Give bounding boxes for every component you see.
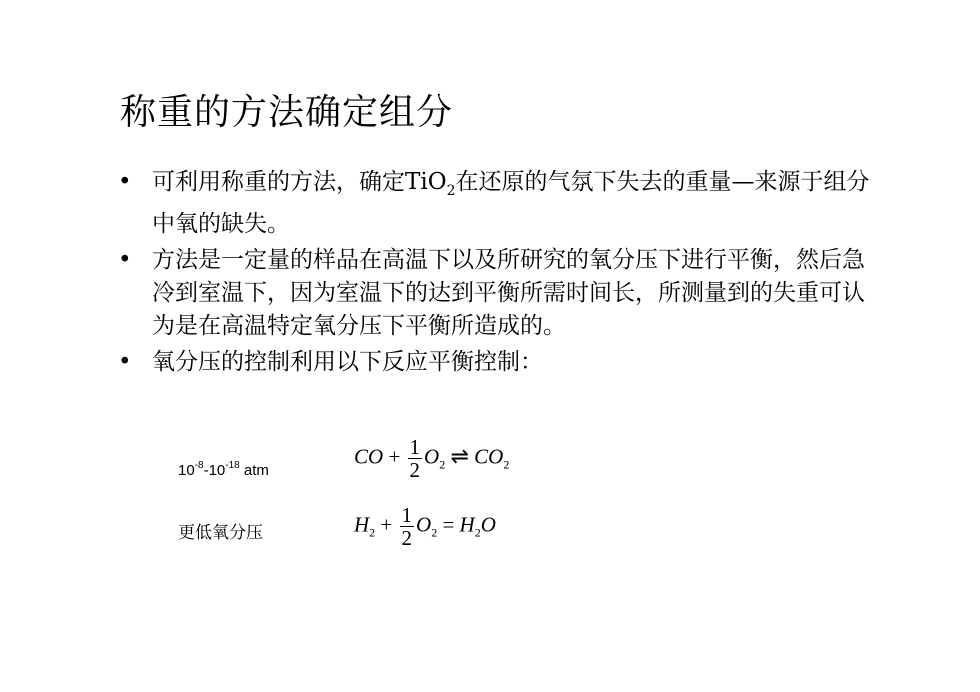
subscript: 2 [439,457,446,472]
eq-term: H [354,512,370,537]
label-exponent: -8 [194,460,204,471]
subscript: 2 [474,525,481,540]
subscript: 2 [369,525,376,540]
fraction [400,504,415,549]
label-unit: atm [239,462,269,479]
eq-term: O [416,512,432,537]
eq-term: CO [474,444,504,469]
equation-row-1 [178,436,598,506]
eq-term: O [480,512,496,537]
bullet-item [118,166,878,241]
numerator: 1 [409,435,421,459]
bullet-text: 方法是一定量的样品在高温下以及所研究的氧分压下进行平衡，然后急冷到室温下，因为室温下的达到平衡所需时间长，所测量到的失重可认为是在高温特定氧分压下平衡所造成的。 [152,247,865,339]
denominator: 2 [401,526,413,550]
eq-operator: + [380,512,393,537]
denominator: 2 [409,458,421,482]
bullet-dot: • [118,169,132,195]
eq-operator: = [442,512,455,537]
bullet-dot: • [118,247,132,273]
subscript: 2 [431,525,438,540]
lower-pressure-label: 更低氧分压 [178,523,263,543]
label-part: -10 [203,462,226,479]
eq-term: CO [354,444,384,469]
label-part: 10 [178,462,195,479]
slide-title: 称重的方法确定组分 [120,92,454,133]
pressure-range-label [178,460,269,479]
bullet-dot: • [118,349,132,375]
subscript: 2 [446,183,456,199]
bullet-item [118,346,878,379]
h2-oxidation-equation [354,504,496,549]
eq-term: O [424,444,440,469]
label-exponent: -18 [225,460,240,471]
bullet-text-cont: 在还原的气氛下失去的重量—来源于组分中氧的缺失。 [152,169,870,237]
bullet-text: 氧分压的控制利用以下反应平衡控制： [152,349,543,375]
co-oxidation-equation [354,436,509,481]
bullet-list [118,166,878,382]
eq-term: H [459,512,475,537]
bullet-text: 可利用称重的方法，确定TiO [152,169,447,195]
equilibrium-arrow: ⇌ [450,443,469,469]
equation-row-2 [178,504,598,574]
eq-operator: + [388,444,401,469]
subscript: 2 [503,457,510,472]
fraction [408,436,423,481]
numerator: 1 [401,503,413,527]
bullet-item [118,244,878,343]
